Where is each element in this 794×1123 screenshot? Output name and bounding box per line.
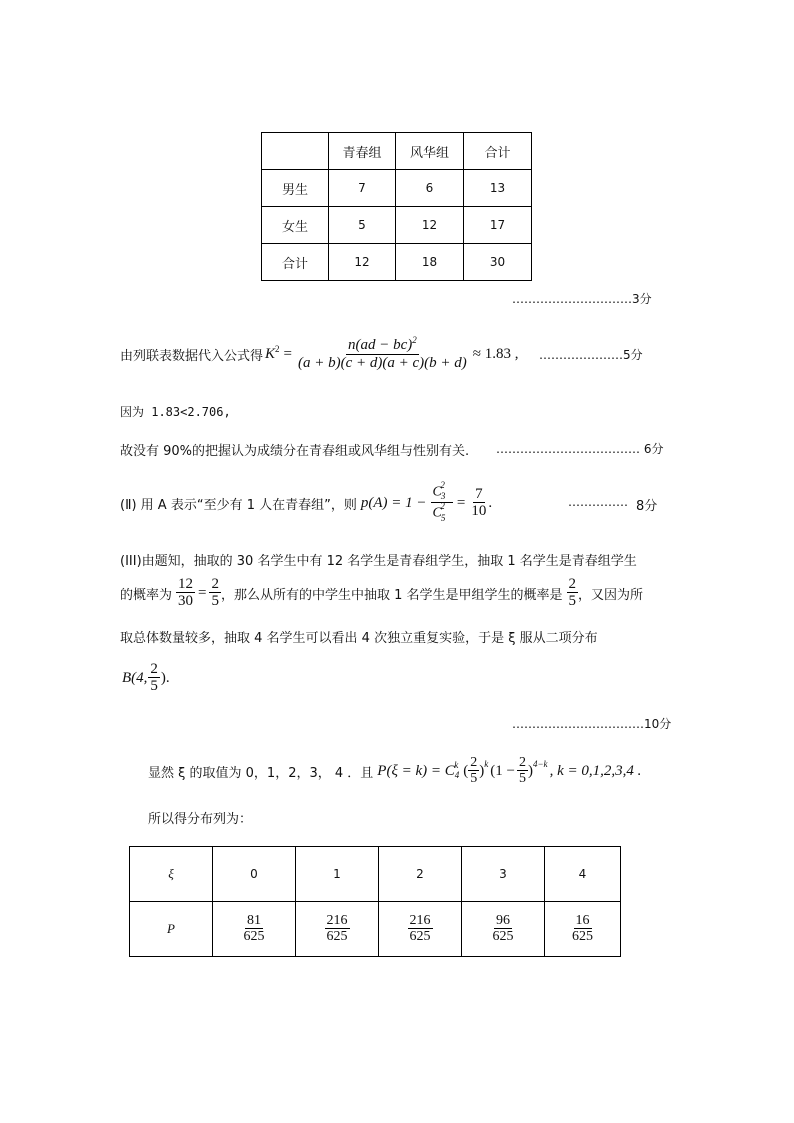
chi-square-fraction <box>296 336 469 372</box>
table-cell: 12 <box>396 207 464 244</box>
part-two-line: (Ⅱ) 用 A 表示“至少有 1 人在青春组”，则 p(A) = 1 − $\frac{C_3^2}{C_5^2}$ = $\frac{7}{10}$ . <box>120 479 493 523</box>
table-cell <box>262 133 329 170</box>
probability-row <box>130 902 621 957</box>
table-row <box>262 207 532 244</box>
table-cell: 6 <box>396 170 464 207</box>
table-cell: 5 <box>329 207 396 244</box>
binomial-line: B(4, $\frac{2}{5}$ ). <box>122 660 170 695</box>
part-three-line-3: 取总体数量较多，抽取 4 名学生可以看出 4 次独立重复实验，于是 ξ 服从二项分布 <box>120 631 598 646</box>
table-header-row <box>262 133 532 170</box>
k-exponent: 2 <box>275 344 280 354</box>
probability-cell: $\frac{96}{625}$ <box>462 902 545 957</box>
conclusion-line: 故没有 90%的把握认为成绩分在青春组或风华组与性别有关. <box>120 444 470 459</box>
table-row <box>262 244 532 281</box>
score-marker-10: ……………………………10分 <box>512 717 672 731</box>
fraction-12-30: $\frac{12}{30}$ <box>178 575 194 610</box>
because-line: 因为 1.83<2.706, <box>120 405 231 419</box>
row-label: 合计 <box>262 244 329 281</box>
value-cell: 1 <box>296 847 379 902</box>
table-cell: 18 <box>396 244 464 281</box>
fraction-2-5-b: $\frac{2}{5}$ <box>568 575 577 610</box>
table-header-cell: 合计 <box>464 133 532 170</box>
combination-fraction: $\frac{C_3^2}{C_5^2}$ <box>431 483 453 523</box>
distribution-intro: 所以得分布列为： <box>148 812 253 827</box>
row-label: 男生 <box>262 170 329 207</box>
formula-fraction-a: $\frac{2}{5}$ <box>470 754 478 787</box>
k-symbol: K <box>265 345 276 362</box>
probability-cell: $\frac{81}{625}$ <box>213 902 296 957</box>
distribution-table <box>129 846 621 957</box>
value-cell: 4 <box>545 847 621 902</box>
table-header-cell: 风华组 <box>396 133 464 170</box>
probability-cell: $\frac{16}{625}$ <box>545 902 621 957</box>
table-cell: 30 <box>464 244 532 281</box>
chi-denominator: (a + b)(c + d)(a + c)(b + d) <box>298 354 467 371</box>
k-squared-prefix: 由列联表数据代入公式得 <box>120 348 264 364</box>
part-two-text: (Ⅱ) 用 A 表示“至少有 1 人在青春组”，则 <box>120 497 357 513</box>
score-marker-6: ……………………………… 6分 <box>496 442 664 456</box>
k-squared-line: 由列联表数据代入公式得 K $^2$ = $\frac{n(ad - bc)^2}{(a + b)(c + d)(a + c)(b + d)}$ ≈ 1.83 , <box>120 335 519 371</box>
table-cell: 13 <box>464 170 532 207</box>
score-marker-3: …………………………3分 <box>512 292 652 306</box>
chi-result: ≈ 1.83 , <box>472 345 519 362</box>
fraction-2-5: $\frac{2}{5}$ <box>211 575 219 610</box>
value-cell: 2 <box>379 847 462 902</box>
probability-fraction: $\frac{7}{10}$ <box>471 485 487 520</box>
values-line: 显然 ξ 的取值为 0，1，2，3， 4 ．且 P(ξ = k) = C $_4$ $^k$ ( $\frac{2}{5}$ ) $^k$ (1 − $\frac{2}{5}$ ) $^{4-k}$ , k = 0,1,2,3,4 . <box>148 754 642 787</box>
row-label: 女生 <box>262 207 329 244</box>
value-cell: 3 <box>462 847 545 902</box>
score-marker-5: …………………5分 <box>539 348 643 362</box>
probability-cell: $\frac{216}{625}$ <box>379 902 462 957</box>
part-three-line-1: (III)由题知，抽取的 30 名学生中有 12 名学生是青春组学生，抽取 1 名学生是青春组学生 <box>120 554 637 569</box>
score-marker-8: 8分 <box>636 499 658 514</box>
table-cell: 17 <box>464 207 532 244</box>
dots-8: …………… <box>568 495 628 509</box>
table-cell: 12 <box>329 244 396 281</box>
contingency-table <box>261 132 532 281</box>
xi-label: ξ <box>130 847 213 902</box>
part-two-formula: p(A) = 1 − <box>360 494 427 511</box>
table-header-cell: 青春组 <box>329 133 396 170</box>
chi-numerator: n(ad − bc)$^2$ <box>347 335 417 354</box>
formula-fraction-b: $\frac{2}{5}$ <box>518 754 526 787</box>
p-label: P <box>130 902 213 957</box>
value-row <box>130 847 621 902</box>
table-row <box>262 170 532 207</box>
binomial-fraction: $\frac{2}{5}$ <box>150 660 158 695</box>
part-three-line-2: 的概率为 $\frac{12}{30}$ = $\frac{2}{5}$ ，那么从所有的中学生中抽取 1 名学生是甲组学生的概率是 $\frac{2}{5}$ ，又因为所 <box>120 575 644 610</box>
probability-cell: $\frac{216}{625}$ <box>296 902 379 957</box>
value-cell: 0 <box>213 847 296 902</box>
table-cell: 7 <box>329 170 396 207</box>
